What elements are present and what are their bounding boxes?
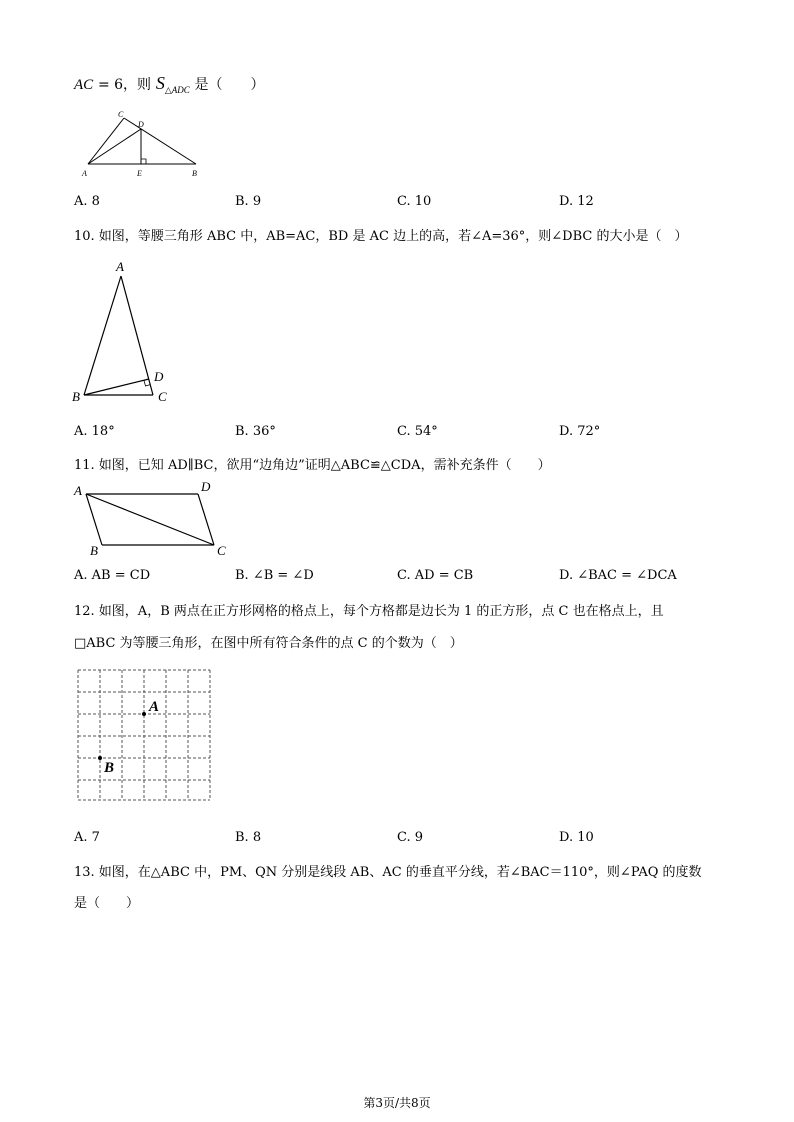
q9-stem-rest: 是（ ） <box>194 77 265 93</box>
q9-option-b[interactable]: B. 9 <box>235 194 262 209</box>
q11-figure <box>70 478 240 560</box>
q9-label-a: A <box>82 169 87 178</box>
q10-segment-ab <box>84 276 121 395</box>
q11-label-c: C <box>217 543 226 558</box>
q9-s-symbol: S <box>155 73 165 93</box>
q9-segment-cb <box>124 118 196 164</box>
q11-option-a[interactable]: A. AB = CD <box>74 568 151 583</box>
q9-ac-value: = 6，则 <box>97 77 152 93</box>
q11-label-a: A <box>74 483 82 498</box>
q12-stem-line2: □ABC 为等腰三角形，在图中所有符合条件的点 C 的个数为（ ） <box>74 636 463 651</box>
q12-point-b <box>98 756 102 760</box>
q10-label-a: A <box>116 259 124 274</box>
q13-stem-line2: 是（ ） <box>74 896 140 911</box>
q10-label-d: D <box>154 369 164 384</box>
q12-grid-lines <box>78 670 210 800</box>
q12-stem-line1: 12. 如图，A，B 两点在正方形网格的格点上，每个方格都是边长为 1 的正方形，点 C 也在格点上，且 <box>74 604 664 619</box>
q11-option-d[interactable]: D. ∠BAC = ∠DCA <box>559 568 677 583</box>
q9-right-angle-mark <box>141 159 146 164</box>
q13-stem-line1: 13. 如图，在△ABC 中，PM、QN 分别是线段 AB、AC 的垂直平分线，若∠BAC＝110°，则∠PAQ 的度数 <box>74 865 702 880</box>
q11-stem: 11. 如图，已知 AD∥BC，欲用“边角边”证明△ABC≌△CDA，需补充条件（ ） <box>74 458 551 473</box>
q10-option-b[interactable]: B. 36° <box>235 424 276 439</box>
q9-s-subscript: △ADC <box>164 85 190 95</box>
q9-label-e: E <box>137 169 142 178</box>
q10-figure <box>70 256 180 406</box>
q11-option-c[interactable]: C. AD = CB <box>397 568 474 583</box>
q9-label-b: B <box>192 169 197 178</box>
q10-label-c: C <box>158 389 167 404</box>
q9-segment-ad <box>88 129 141 164</box>
q11-segment-ab <box>86 494 102 545</box>
q9-option-c[interactable]: C. 10 <box>397 194 432 209</box>
q12-label-a: A <box>149 699 160 715</box>
q12-option-b[interactable]: B. 8 <box>235 830 262 845</box>
q10-label-b: B <box>72 389 80 404</box>
q12-option-c[interactable]: C. 9 <box>397 830 424 845</box>
q11-option-b[interactable]: B. ∠B = ∠D <box>235 568 314 583</box>
q10-segment-bd <box>84 379 149 395</box>
q9-stem-tail <box>74 73 265 96</box>
q11-segment-ac <box>86 494 214 545</box>
q12-grid-figure <box>70 662 220 807</box>
q10-segment-ac <box>121 276 153 395</box>
q10-option-d[interactable]: D. 72° <box>559 424 601 439</box>
q9-label-d: D <box>138 120 144 129</box>
q9-option-d[interactable]: D. 12 <box>559 194 594 209</box>
page-number-footer: 第3页/共8页 <box>363 1096 431 1110</box>
q10-option-c[interactable]: C. 54° <box>397 424 438 439</box>
q12-option-a[interactable]: A. 7 <box>74 830 100 845</box>
q10-option-a[interactable]: A. 18° <box>74 424 115 439</box>
q9-segment-ac <box>88 118 124 164</box>
q11-label-b: B <box>90 543 98 558</box>
q9-ac-label: AC <box>74 77 94 93</box>
q12-point-a <box>142 712 146 716</box>
q11-label-d: D <box>201 479 211 494</box>
q9-label-c: C <box>118 110 124 119</box>
q11-segment-dc <box>198 494 214 545</box>
q9-figure <box>80 108 210 180</box>
q12-label-b: B <box>104 760 115 776</box>
q9-option-a[interactable]: A. 8 <box>74 194 100 209</box>
q12-option-d[interactable]: D. 10 <box>559 830 594 845</box>
q10-stem: 10. 如图，等腰三角形 ABC 中，AB=AC，BD 是 AC 边上的高，若∠A=36°，则∠DBC 的大小是（ ） <box>74 229 688 244</box>
